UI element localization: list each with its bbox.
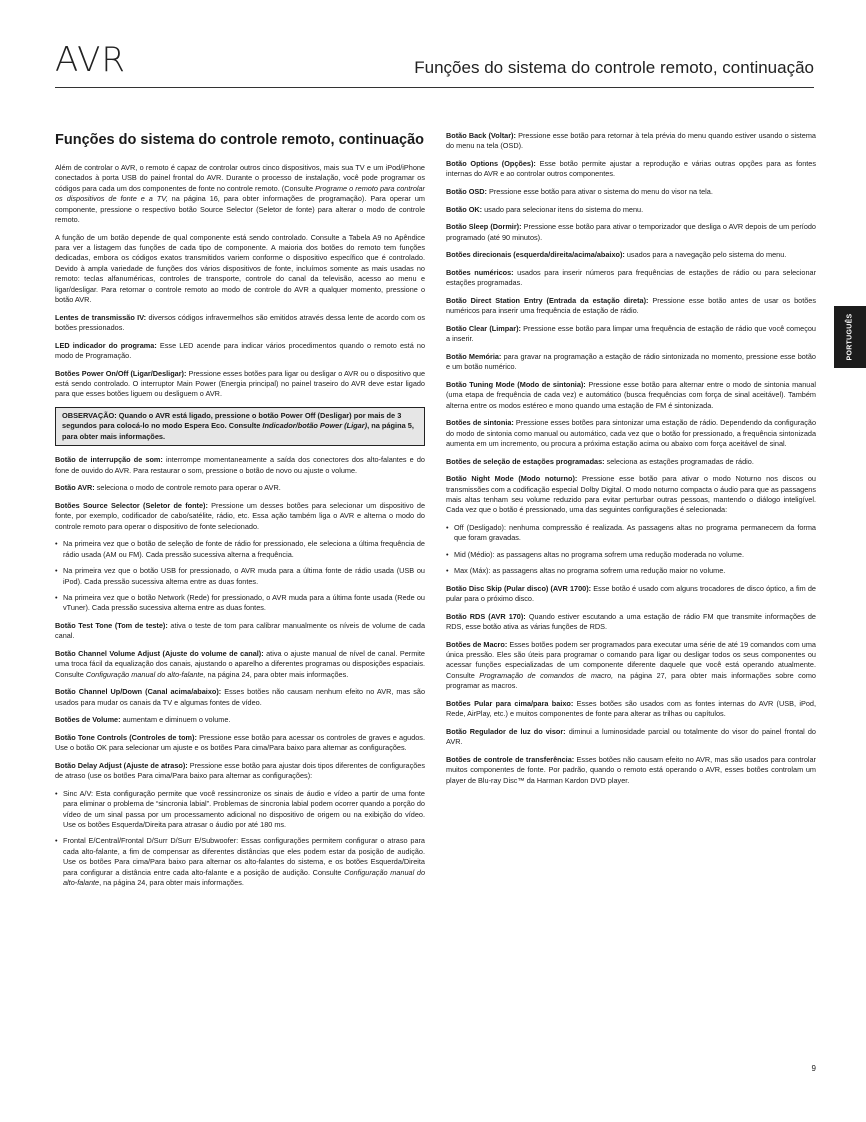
rds-button-paragraph: Botão RDS (AVR 170): Quando estiver escutando a uma estação de rádio FM que transmite informações de RDS, esse botão ativa as várias funções de RDS. [446, 611, 816, 632]
ok-button-paragraph: Botão OK: usado para selecionar itens do sistema do menu. [446, 204, 644, 214]
transport-buttons-paragraph: Botões de controle de transferência: Esses botões não causam efeito no AVR, mas são usados para controlar muitos componentes de fonte. Por padrão, quando o remoto está operando o AVR, esses botões controlam um player de Blu-ray Disc™ da Harman Kardon DVD player. [446, 754, 816, 785]
channel-updown-paragraph: Botão Channel Up/Down (Canal acima/abaixo): Esses botões não causam nenhum efeito no AVR, mas são usados para mudar os canais da TV e algumas fontes de vídeo. [55, 687, 425, 707]
list-item: • Na primeira vez que o botão USB for pressionado, o AVR muda para a última fonte de rádio usada (USB ou iPod). Cada pressão sucessiva alterna entre as duas fontes. [63, 566, 425, 587]
tuning-buttons-paragraph: Botões de sintonia: Pressione esses botões para sintonizar uma estação de rádio. Dependendo da configuração do modo de sintonia como manual ou automático, cada vez que o botão for pressionado, a frequência sintonizada aumenta em um incremento, ou procura a próxima estação acima ou abaixo com força aceitável de sinal. [446, 418, 816, 448]
night-mode-list [446, 523, 816, 577]
numeric-buttons-paragraph: Botões numéricos: usados para inserir números para frequências de estações de rádio ou para selecionar estações programadas. [446, 267, 817, 288]
back-button-paragraph: Botão Back (Voltar): Pressione esse botão para retornar à tela prévia do menu quando estiver usando o sistema do menu na tela (OSD). [446, 131, 816, 151]
list-item: • Sinc A/V: Esta configuração permite que você ressincronize os sinais de áudio e vídeo a partir de uma fonte para eliminar o problema de “sincronia labial”. Problemas de sincronia labial podem ocorrer quando a porção do vídeo de um sinal passa por um processamento adicional no dispositivo de origem ou na exibição do vídeo. Use os botões Esquerda/Direita para atrasar o áudio por até 180 ms. [63, 789, 425, 831]
source-selector-list [55, 539, 425, 613]
disc-skip-paragraph: Botão Disc Skip (Pular disco) (AVR 1700): Esse botão é usado com alguns trocadores de disco óptico, a fim de pular para o próximo disco. [446, 583, 816, 604]
page-number: 9 [811, 1064, 816, 1073]
volume-buttons-paragraph: Botões de Volume: aumentam e diminuem o volume. [55, 715, 231, 725]
list-item: • Na primeira vez que o botão Network (Rede) for pressionado, o AVR muda para a última fonte usada (Rede ou vTuner). Cada pressão sucessiva alterna entre as duas fontes. [63, 593, 425, 614]
direct-station-paragraph: Botão Direct Station Entry (Entrada da estação direta): Pressione esse botão antes de usar os botões numéricos para inserir uma frequência de estação de rádio. [446, 295, 816, 316]
options-button-paragraph: Botão Options (Opções): Esse botão permite ajustar a reprodução e várias outras opções para as fontes internas do AVR e ao controlar outros componentes. [446, 159, 816, 179]
channel-volume-paragraph: Botão Channel Volume Adjust (Ajuste do volume de canal): ativa o ajuste manual de nível de canal. Permite uma troca fácil da equalização dos canais, ajustando o aparelho a diferentes programas ou disposições espaciais. Consulte Configuração manual do alto-falante, na página 24, para obter mais informações. [55, 648, 425, 679]
list-item: • Max (Máx): as passagens altas no programa sofrem uma redução maior no volume. [454, 566, 816, 576]
sleep-button-paragraph: Botão Sleep (Dormir): Pressione esse botão para ativar o temporizador que desliga o AVR depois de um período programado (até 90 minutos). [446, 222, 816, 242]
left-column [55, 126, 425, 895]
avr-button-paragraph: Botão AVR: seleciona o modo de controle remoto para operar o AVR. [55, 483, 281, 493]
delay-list [55, 789, 425, 889]
list-item: • Mid (Médio): as passagens altas no programa sofrem uma redução moderada no volume. [454, 550, 816, 560]
skip-updown-paragraph: Botões Pular para cima/para baixo: Esses botões são usados com as fontes internas do AVR (USB, iPod, Rede, AirPlay, etc.) e muitos componentes de fonte para alterar as trilhas ou capítulos. [446, 698, 816, 719]
header-rule [55, 87, 814, 88]
osd-button-paragraph: Botão OSD: Pressione esse botão para ativar o sistema do menu do visor na tela. [446, 187, 713, 196]
clear-button-paragraph: Botão Clear (Limpar): Pressione esse botão para limpar uma frequência de estação de rádio que você começou a inserir. [446, 323, 816, 344]
section-heading: Funções do sistema do controle remoto, continuação [55, 132, 424, 148]
tuning-mode-paragraph: Botão Tuning Mode (Modo de sintonia): Pressione esse botão para alternar entre o modo de sintonia manual (uma etapa de frequência de cada vez) e automático (busca frequências com força de sinal aceitável). Também alterna entre os modos estéreo e mono quando uma estação de FM é sintonizada. [446, 379, 816, 410]
direction-buttons-paragraph: Botões direcionais (esquerda/direita/acima/abaixo): usados para a navegação pelo sistema do menu. [446, 250, 787, 260]
test-tone-paragraph: Botão Test Tone (Tom de teste): ativa o teste de tom para calibrar manualmente os níveis de volume de cada canal. [55, 620, 425, 641]
language-tab [834, 306, 866, 368]
tone-controls-paragraph: Botão Tone Controls (Controles de tom): Pressione esse botão para acessar os controles de graves e agudos. Use o botão OK para selecionar um ajuste e os botões Para cima/Para baixo para alternar as configurações. [55, 732, 425, 753]
macro-buttons-paragraph: Botões de Macro: Esses botões podem ser programados para executar uma série de até 19 comandos com uma única pressão. Eles são úteis para programar o comando para ligar ou desligar todos os seus componentes ou acessar funções especializadas de um componente diferente daquele que você está operando atualmente. Consulte Programação de comandos de macro, na página 27, para obter mais informações sobre como programar as macros. [446, 639, 816, 691]
ir-lens-paragraph: Lentes de transmissão IV: diversos códigos infravermelhos são emitidos através dessa lente de acordo com os botões pressionados. [55, 312, 425, 333]
delay-adjust-paragraph: Botão Delay Adjust (Ajuste de atraso): Pressione esse botão para ajustar dois tipos diferentes de configurações de atraso (use os botões Para cima/Para baixo para alternar as configurações): [55, 760, 426, 781]
list-item: • Frontal E/Central/Frontal D/Surr D/Surr E/Subwoofer: Essas configurações permitem configurar o atraso para cada alto-falante, a fim de compensar as diferentes distâncias que eles podem estar da posição de audição. Use os botões Para cima/Para baixo para alternar os alto-falantes do sistema, e os botões Esquerda/Direita para configurar a distância entre cada alto-falante e a posição de audição. Consulte Configuração manual do alto-falante, na página 24, para obter mais informações. [63, 836, 425, 888]
intro-paragraph: Além de controlar o AVR, o remoto é capaz de controlar outros cinco dispositivos, mais sua TV e um iPod/iPhone conectados à porta USB do painel frontal do AVR. Durante o processo de instalação, você pode programar os códigos para cada um dos componentes de fonte no controle remoto. (Consulte Programe o remoto para controlar os dispositivos de fonte e a TV, na página 16, para obter informações de programação). Para operar um componente, pressione o respectivo botão Source Selector (Seletor de fonte) para alterar o modo de controle remoto. [55, 163, 425, 225]
right-column [446, 131, 816, 793]
list-item: • Off (Desligado): nenhuma compressão é realizada. As passagens altas no programa permanecem da forma que foram gravadas. [454, 523, 816, 544]
list-item: • Na primeira vez que o botão de seleção de fonte de rádio for pressionado, ele seleciona a última frequência de rádio usada (AM ou FM). Cada pressão sucessiva alterna a frequência. [63, 539, 425, 560]
page-header-title: Funções do sistema do controle remoto, continuação [414, 58, 814, 77]
mute-button-paragraph: Botão de interrupção de som: interrompe momentaneamente a saída dos conectores dos alto-falantes e do fone de ouvido do AVR. Para restaurar o som, pressione o botão de novo ou ajuste o volume. [55, 455, 425, 475]
memory-button-paragraph: Botão Memória: para gravar na programação a estação de rádio sintonizada no momento, pressione esse botão e um botão numérico. [446, 351, 816, 372]
power-buttons-paragraph: Botões Power On/Off (Ligar/Desligar): Pressione esses botões para ligar ou desligar o AVR ou o dispositivo que está sendo controlado. O interruptor Main Power (Energia principal) no painel traseiro do AVR deve estar ligado para que esses botões liguem ou desliguem o AVR. [55, 368, 426, 399]
night-mode-paragraph: Botão Night Mode (Modo noturno): Pressione esse botão para ativar o modo Noturno nos discos ou transmissões com a codificação especial Dolby Digital. O modo noturno compacta o áudio para que as passagens mais altas tenham seu volume reduzido para evitar perturbar outras pessoas, mantendo o diálogo inteligível. Cada vez que o botão é pressionado, uma das seguintes configurações é selecionada: [446, 474, 816, 515]
note-box: OBSERVAÇÃO: Quando o AVR está ligado, pressione o botão Power Off (Desligar) por mais de 3 segundos para colocá-lo no modo Espera Eco. Consulte Indicador/botão Power (Ligar), na página 5, para obter mais informações. [55, 407, 425, 446]
language-tab-label: PORTUGUÊS [846, 313, 854, 361]
source-selector-paragraph: Botões Source Selector (Seletor de fonte): Pressione um desses botões para selecionar um dispositivo de fonte, por exemplo, codificador de cabo/satélite, rádio, etc. Essa ação também liga o AVR e alterna o modo do controle remoto para operar o dispositivo de fonte selecionado. [55, 500, 426, 531]
function-paragraph: A função de um botão depende de qual componente está sendo controlado. Consulte a Tabela A9 no Apêndice para ver a listagem das funções de cada tipo de componente. A maioria dos botões do remoto tem funções dedicadas, embora os códigos exatos transmitidos variem conforme o dispositivo específico que é controlado. Devido à ampla variedade de funções dos vários dispositivos de fonte, incluímos somente as mais usadas no remoto: teclas alfanuméricas, controles de transporte, controle do canal da televisão, acesso ao menu e ligar/desligar. Para retornar o controle remoto ao modo de controle do AVR a qualquer momento, pressione o botão AVR. [55, 232, 425, 305]
program-led-paragraph: LED indicador do programa: Esse LED acende para indicar vários procedimentos quando o remoto está no modo de Programação. [55, 340, 426, 361]
avr-logo: AVR [55, 40, 126, 80]
preset-buttons-paragraph: Botões de seleção de estações programadas: seleciona as estações programadas de rádio. [446, 456, 754, 466]
dimmer-button-paragraph: Botão Regulador de luz do visor: diminui a luminosidade parcial ou totalmente do visor do painel frontal do AVR. [446, 726, 816, 747]
